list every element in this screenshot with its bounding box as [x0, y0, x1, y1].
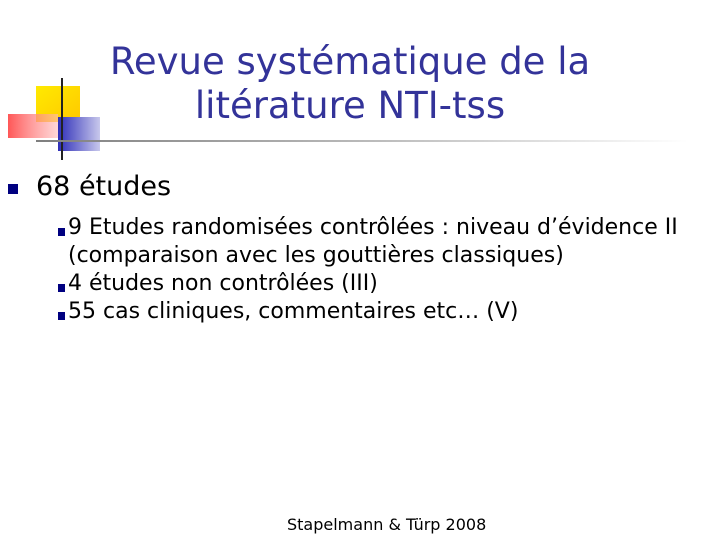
title-underline	[36, 140, 688, 142]
title-line-1: Revue systématique de la	[109, 40, 591, 83]
sub-bullet-text-2: 4 études non contrôlées (III)	[68, 271, 378, 296]
list-item	[58, 214, 698, 270]
small-square-bullet-icon	[58, 284, 65, 292]
main-bullet-text: 68 études	[36, 171, 172, 202]
small-square-bullet-icon	[58, 228, 65, 236]
sub-bullet-list	[58, 214, 698, 326]
slide-title	[90, 40, 610, 128]
list-item	[58, 270, 698, 298]
red-block	[8, 114, 58, 138]
square-bullet-icon	[8, 184, 18, 194]
title-line-2: litérature NTI-tss	[194, 84, 506, 127]
sub-bullet-text-3: 55 cas cliniques, commentaires etc… (V)	[68, 299, 519, 324]
footer-citation: Stapelmann & Türp 2008	[287, 515, 487, 534]
small-square-bullet-icon	[58, 312, 65, 320]
list-item	[58, 298, 698, 326]
sub-bullet-text-1: 9 Etudes randomisées contrôlées : niveau d’évidence II (comparaison avec les gouttières classiques)	[68, 215, 678, 268]
vertical-line	[61, 78, 63, 160]
